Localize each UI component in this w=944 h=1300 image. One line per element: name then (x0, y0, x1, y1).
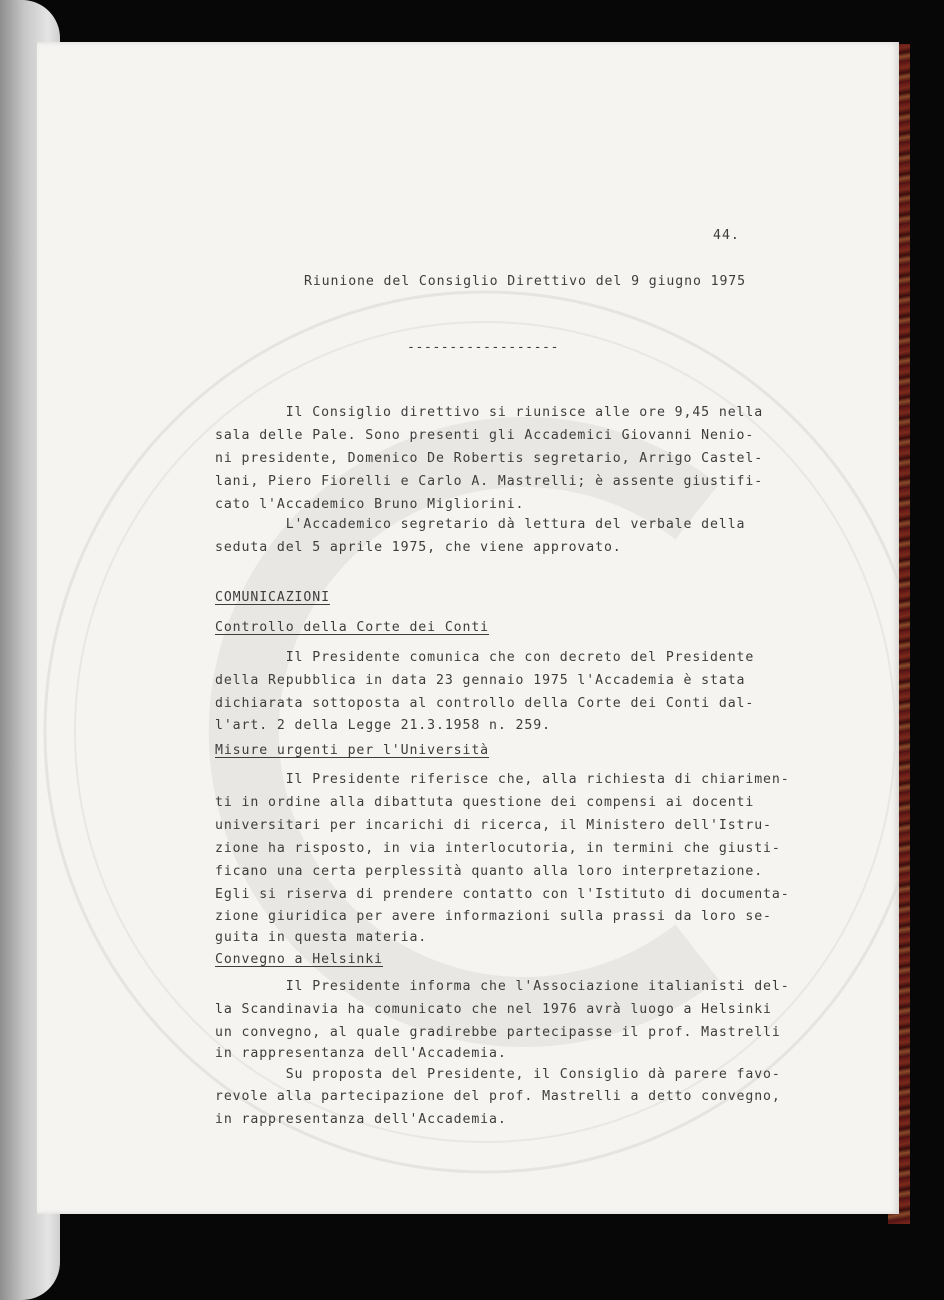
intro-line: Il Consiglio direttivo si riunisce alle ore 9,45 nella (215, 405, 764, 420)
paragraph-line: ficano una certa perplessità quanto alla loro interpretazione. (215, 864, 764, 879)
paragraph-line: l'art. 2 della Legge 21.3.1958 n. 259. (215, 718, 551, 733)
intro-line: lani, Piero Fiorelli e Carlo A. Mastrelli; è assente giustifi- (215, 474, 764, 489)
paragraph-line: revole alla partecipazione del prof. Mastrelli a detto convegno, (215, 1089, 781, 1104)
paragraph-line: dichiarata sottoposta al controllo della Corte dei Conti dal- (215, 696, 755, 711)
paragraph-line: zione ha risposto, in via interlocutoria, in termini che giusti- (215, 841, 781, 856)
paragraph-line: Il Presidente comunica che con decreto del Presidente (215, 650, 755, 665)
paragraph-line: Il Presidente informa che l'Associazione italianisti del- (215, 979, 790, 994)
intro-line: seduta del 5 aprile 1975, che viene approvato. (215, 540, 622, 555)
paragraph-line: in rappresentanza dell'Accademia. (215, 1112, 507, 1127)
document-body (37, 42, 899, 1214)
paragraph-line: un convegno, al quale gradirebbe partecipasse il prof. Mastrelli (215, 1025, 781, 1040)
paragraph-line: zione giuridica per avere informazioni sulla prassi da loro se- (215, 909, 772, 924)
paragraph-line: Il Presidente riferisce che, alla richiesta di chiarimen- (215, 772, 790, 787)
page-number: 44. (713, 228, 740, 243)
intro-line: sala delle Pale. Sono presenti gli Accademici Giovanni Nenio- (215, 428, 755, 443)
paragraph-line: guita in questa materia. (215, 930, 428, 945)
subsection-heading: Misure urgenti per l'Università (215, 743, 490, 758)
section-heading-comunicazioni: COMUNICAZIONI (215, 590, 330, 605)
paragraph-line: Egli si riserva di prendere contatto con l'Istituto di documenta- (215, 887, 790, 902)
intro-line: ni presidente, Domenico De Robertis segretario, Arrigo Castel- (215, 451, 764, 466)
intro-line: L'Accademico segretario dà lettura del verbale della (215, 517, 746, 532)
paragraph-line: Su proposta del Presidente, il Consiglio dà parere favo- (215, 1067, 781, 1082)
subsection-heading: Controllo della Corte dei Conti (215, 620, 490, 635)
meeting-title: Riunione del Consiglio Direttivo del 9 giugno 1975 (304, 274, 746, 289)
paragraph-line: la Scandinavia ha comunicato che nel 1976 avrà luogo a Helsinki (215, 1002, 772, 1017)
paragraph-line: ti in ordine alla dibattuta questione dei compensi ai docenti (215, 795, 755, 810)
paragraph-line: della Repubblica in data 23 gennaio 1975 l'Accademia è stata (215, 673, 746, 688)
paragraph-line: universitari per incarichi di ricerca, il Ministero dell'Istru- (215, 818, 772, 833)
title-separator: ------------------ (407, 340, 559, 355)
subsection-heading: Convegno a Helsinki (215, 952, 383, 967)
intro-line: cato l'Accademico Bruno Migliorini. (215, 497, 525, 512)
document-page (37, 42, 899, 1214)
paragraph-line: in rappresentanza dell'Accademia. (215, 1046, 507, 1061)
